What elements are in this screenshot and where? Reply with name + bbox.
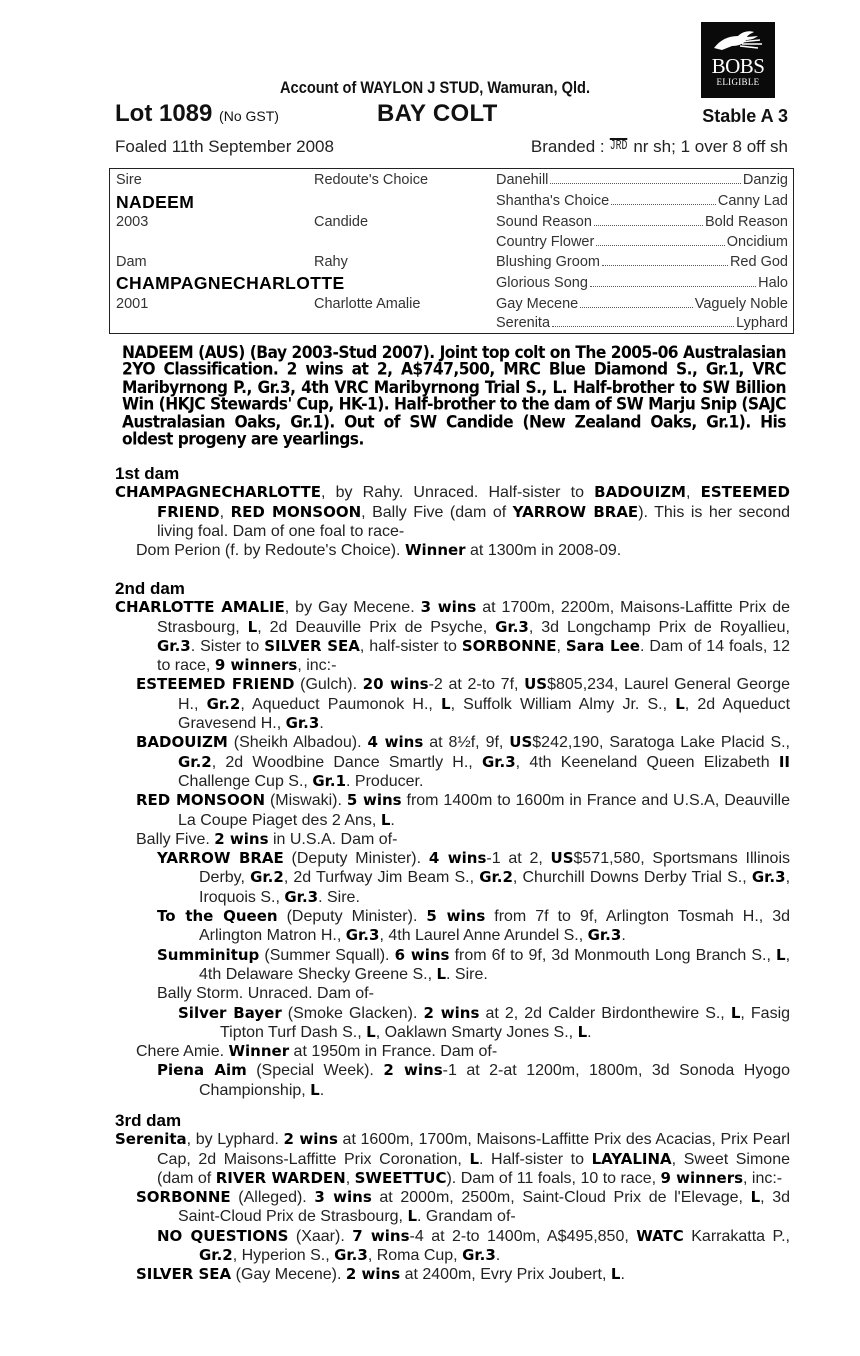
- gen3-sire: Canny Lad: [717, 193, 788, 209]
- horse-sex-colour: BAY COLT: [377, 100, 498, 127]
- dot-leader: [594, 214, 703, 226]
- progeny-entry: Bally Storm. Unraced. Dam of-: [157, 985, 374, 1003]
- dam-label: Dam: [116, 254, 147, 270]
- sire-name: NADEEM: [116, 192, 195, 212]
- grandprogeny-entry: To the Queen (Deputy Minister). 5 wins from 7f to 9f, Arlington Tosmah H., 3d Arlington Matron H., Gr.3, 4th Laurel Anne Arundel S., Gr.3.: [157, 907, 791, 945]
- gen3-row: [496, 234, 788, 250]
- bobs-eligible-logo: [701, 22, 775, 98]
- gen3-horse: Shantha's Choice: [496, 193, 610, 209]
- galloping-horse-icon: [710, 28, 766, 54]
- gst-note: (No GST): [219, 108, 279, 124]
- progeny-entry: BADOUIZM (Sheikh Albadou). 4 wins at 8½f, 9f, US$242,190, Saratoga Lake Placid S., Gr.2, 2d Woodbine Dance Smartly H., Gr.3, 4th Keeneland Queen Elizabeth II Challenge Cup S., Gr.1. Producer.: [136, 733, 790, 790]
- grandprogeny-entry: YARROW BRAE (Deputy Minister). 4 wins-1 at 2, US$571,580, Sportsmans Illinois Derby, Gr.2, 2d Turfway Jim Beam S., Gr.2, Churchill Downs Derby Trial S., Gr.3, Iroquois S., Gr.3. Sire.: [157, 849, 791, 906]
- third-dam-section: [115, 1111, 790, 1285]
- dot-leader: [602, 254, 728, 266]
- progeny-entry: SILVER SEA (Gay Mecene). 2 wins at 2400m, Evry Prix Joubert, L.: [136, 1265, 625, 1284]
- gen3-row: [496, 254, 788, 270]
- gen3-sire: Lyphard: [736, 315, 788, 331]
- brand-mark-icon: JRD: [610, 138, 628, 154]
- sire-dam: Candide: [314, 214, 369, 230]
- gen3-horse: Sound Reason: [496, 214, 592, 230]
- dam-year: 2001: [116, 296, 149, 312]
- logo-subtext: ELIGIBLE: [716, 77, 760, 87]
- stable-location: Stable A 3: [702, 106, 788, 126]
- section-heading: 3rd dam: [115, 1111, 182, 1130]
- brand-info: [531, 137, 788, 157]
- progeny-entry: Chere Amie. Winner at 1950m in France. Dam of-: [136, 1042, 498, 1061]
- dam-name: CHAMPAGNECHARLOTTE: [116, 273, 345, 293]
- gen3-row: [496, 214, 788, 230]
- gen3-row: [496, 296, 788, 312]
- sire-description: NADEEM (AUS) (Bay 2003-Stud 2007). Joint top colt on The 2005-06 Australasian 2YO Classification. 2 wins at 2, A$747,500, MRC Blue Diamond S., Gr.1, VRC Maribyrnong P., Gr.3, 4th VRC Maribyrnong Trial S., L. Half-brother to SW Billion Win (HKJC Stewards' Cup, HK-1). Half-brother to the dam of SW Marju Snip (SAJC Australasian Oaks, Gr.1). Out of SW Candide (New Zealand Oaks, Gr.1). His oldest progeny are yearlings.: [122, 342, 786, 449]
- vendor-account: Account of WAYLON J STUD, Wamuran, Qld.: [280, 78, 591, 97]
- dot-leader: [611, 193, 716, 205]
- dam-dam: Charlotte Amalie: [314, 296, 421, 312]
- gen3-horse: Glorious Song: [496, 275, 588, 291]
- grandprogeny-entry: NO QUESTIONS (Xaar). 7 wins-4 at 2-to 1400m, A$495,850, WATC Karrakatta P., Gr.2, Hyperion S., Gr.3, Roma Cup, Gr.3.: [157, 1226, 791, 1265]
- gen3-sire: Danzig: [742, 172, 788, 188]
- sire-sire: Redoute's Choice: [314, 172, 429, 188]
- gen3-row: [496, 315, 788, 331]
- section-heading: 1st dam: [115, 464, 180, 483]
- progeny-entry: RED MONSOON (Miswaki). 5 wins from 1400m to 1600m in France and U.S.A, Deauville La Coupe Piaget des 2 Ans, L.: [136, 791, 790, 829]
- dam-summary: CHAMPAGNECHARLOTTE, by Rahy. Unraced. Half-sister to BADOUIZM, ESTEEMED FRIEND, RED MONSOON, Bally Five (dam of YARROW BRAE). This is her second living foal. Dam of one foal to race-: [115, 483, 791, 540]
- lot-number: [115, 100, 279, 128]
- gen3-horse: Danehill: [496, 172, 549, 188]
- sire-label: Sire: [116, 172, 142, 188]
- grandprogeny-entry: Summinitup (Summer Squall). 6 wins from 6f to 9f, 3d Monmouth Long Branch S., L, 4th Delaware Shecky Greene S., L. Sire.: [157, 945, 791, 983]
- pedigree-table: [109, 168, 794, 334]
- foaled-date: Foaled 11th September 2008: [115, 137, 334, 156]
- dot-leader: [590, 275, 756, 287]
- progeny-entry: ESTEEMED FRIEND (Gulch). 20 wins-2 at 2-to 7f, US$805,234, Laurel General George H., Gr.2, Aqueduct Paumonok H., L, Suffolk William Almy Jr. S., L, 2d Aqueduct Gravesend H., Gr.3.: [136, 675, 791, 733]
- lot-label: Lot 1089: [115, 100, 213, 127]
- dot-leader: [552, 315, 734, 327]
- second-dam-section: [115, 579, 790, 1100]
- progeny-entry: SORBONNE (Alleged). 3 wins at 2000m, 2500m, Saint-Cloud Prix de l'Elevage, L, 3d Saint-Cloud Prix de Strasbourg, L. Grandam of-: [136, 1188, 791, 1226]
- section-heading: 2nd dam: [115, 579, 185, 598]
- progeny-entry: Dom Perion (f. by Redoute's Choice). Winner at 1300m in 2008-09.: [136, 541, 622, 560]
- gen3-sire: Red God: [729, 254, 788, 270]
- dam-summary: Serenita, by Lyphard. 2 wins at 1600m, 1700m, Maisons-Laffitte Prix des Acacias, Prix Pearl Cap, 2d Maisons-Laffitte Prix Coronation, L. Half-sister to LAYALINA, Sweet Simone (dam of RIVER WARDEN, SWEETTUC). Dam of 11 foals, 10 to race, 9 winners, inc:-: [115, 1130, 791, 1187]
- gen3-row: [496, 275, 788, 291]
- dot-leader: [596, 234, 724, 246]
- gen3-row: [496, 172, 788, 188]
- dam-sire: Rahy: [314, 254, 348, 270]
- dot-leader: [550, 172, 740, 184]
- gen3-sire: Halo: [758, 275, 788, 291]
- gen3-sire: Oncidium: [726, 234, 788, 250]
- branded-detail: nr sh; 1 over 8 off sh: [633, 137, 788, 156]
- grandprogeny-entry: Silver Bayer (Smoke Glacken). 2 wins at 2, 2d Calder Birdonthewire S., L, Fasig Tipton Turf Dash S., L, Oaklawn Smarty Jones S., L.: [178, 1003, 791, 1041]
- progeny-entry: Bally Five. 2 wins in U.S.A. Dam of-: [136, 829, 398, 848]
- gen3-horse: Country Flower: [496, 234, 595, 250]
- gen3-sire: Bold Reason: [704, 214, 788, 230]
- branded-label: Branded :: [530, 137, 605, 156]
- gen3-row: [496, 193, 788, 209]
- first-dam-section: [115, 464, 790, 560]
- gen3-horse: Gay Mecene: [496, 296, 579, 312]
- sire-year: 2003: [116, 214, 149, 230]
- dot-leader: [580, 296, 693, 308]
- gen3-horse: Serenita: [496, 315, 551, 331]
- gen3-sire: Vaguely Noble: [694, 296, 788, 312]
- gen3-horse: Blushing Groom: [496, 254, 600, 270]
- logo-text: BOBS: [711, 54, 765, 78]
- grandprogeny-entry: Piena Aim (Special Week). 2 wins-1 at 2-at 1200m, 1800m, 3d Sonoda Hyogo Championship, L.: [157, 1061, 791, 1099]
- dam-summary: CHARLOTTE AMALIE, by Gay Mecene. 3 wins at 1700m, 2200m, Maisons-Laffitte Prix de Strasbourg, L, 2d Deauville Prix de Psyche, Gr.3, 3d Longchamp Prix de Royallieu, Gr.3. Sister to SILVER SEA, half-sister to SORBONNE, Sara Lee. Dam of 14 foals, 12 to race, 9 winners, inc:-: [115, 598, 791, 675]
